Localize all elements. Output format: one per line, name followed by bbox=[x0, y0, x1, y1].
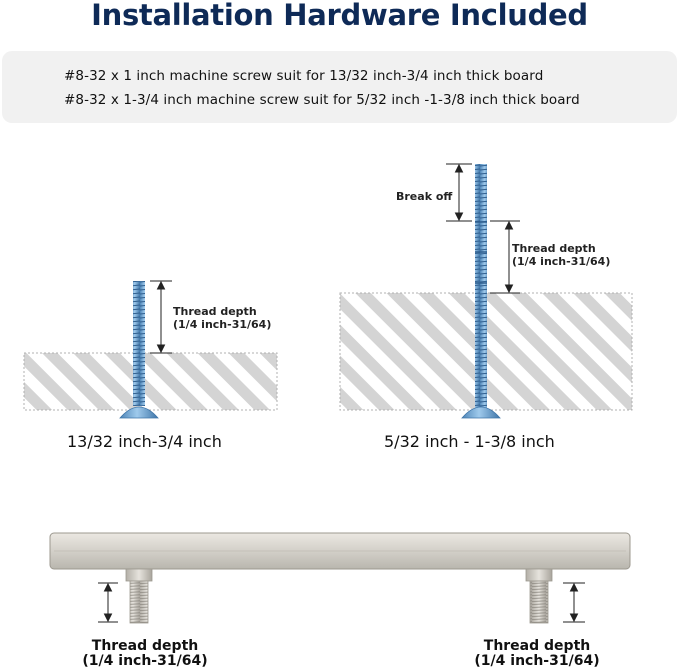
spec-line-short-screw: #8-32 x 1 inch machine screw suit for 13/32 inch-3/4 inch thick board bbox=[64, 68, 544, 84]
handle-right-thread-label bbox=[462, 639, 612, 669]
left-board-caption: 13/32 inch-3/4 inch bbox=[67, 432, 222, 451]
break-off-label: Break off bbox=[396, 190, 453, 203]
left-thread-depth-title: Thread depth bbox=[173, 305, 257, 318]
handle-left-arrow bbox=[98, 583, 118, 622]
left-thread-depth-range: (1/4 inch-31/64) bbox=[173, 318, 272, 331]
handle-right-arrow bbox=[563, 583, 585, 622]
right-thread-depth-label bbox=[512, 242, 610, 268]
handle-left-thread-label bbox=[70, 639, 220, 669]
handle-left-thread-range: (1/4 inch-31/64) bbox=[82, 653, 208, 669]
left-thread-depth-label bbox=[173, 305, 271, 331]
left-board bbox=[24, 353, 277, 410]
handle-right-thread-range: (1/4 inch-31/64) bbox=[474, 653, 600, 669]
left-thread-depth-arrow bbox=[150, 281, 172, 353]
handle-right-post bbox=[526, 569, 552, 623]
right-board-caption: 5/32 inch - 1-3/8 inch bbox=[384, 432, 555, 451]
handle-bar bbox=[50, 533, 630, 569]
right-thread-depth-range: (1/4 inch-31/64) bbox=[512, 255, 611, 268]
page-title: Installation Hardware Included bbox=[91, 0, 588, 32]
spec-line-long-screw: #8-32 x 1-3/4 inch machine screw suit for 5/32 inch -1-3/8 inch thick board bbox=[64, 92, 580, 108]
handle-left-thread-title: Thread depth bbox=[91, 638, 199, 654]
right-thread-depth-title: Thread depth bbox=[512, 242, 596, 255]
handle-left-post bbox=[126, 569, 152, 623]
handle-right-thread-title: Thread depth bbox=[483, 638, 591, 654]
